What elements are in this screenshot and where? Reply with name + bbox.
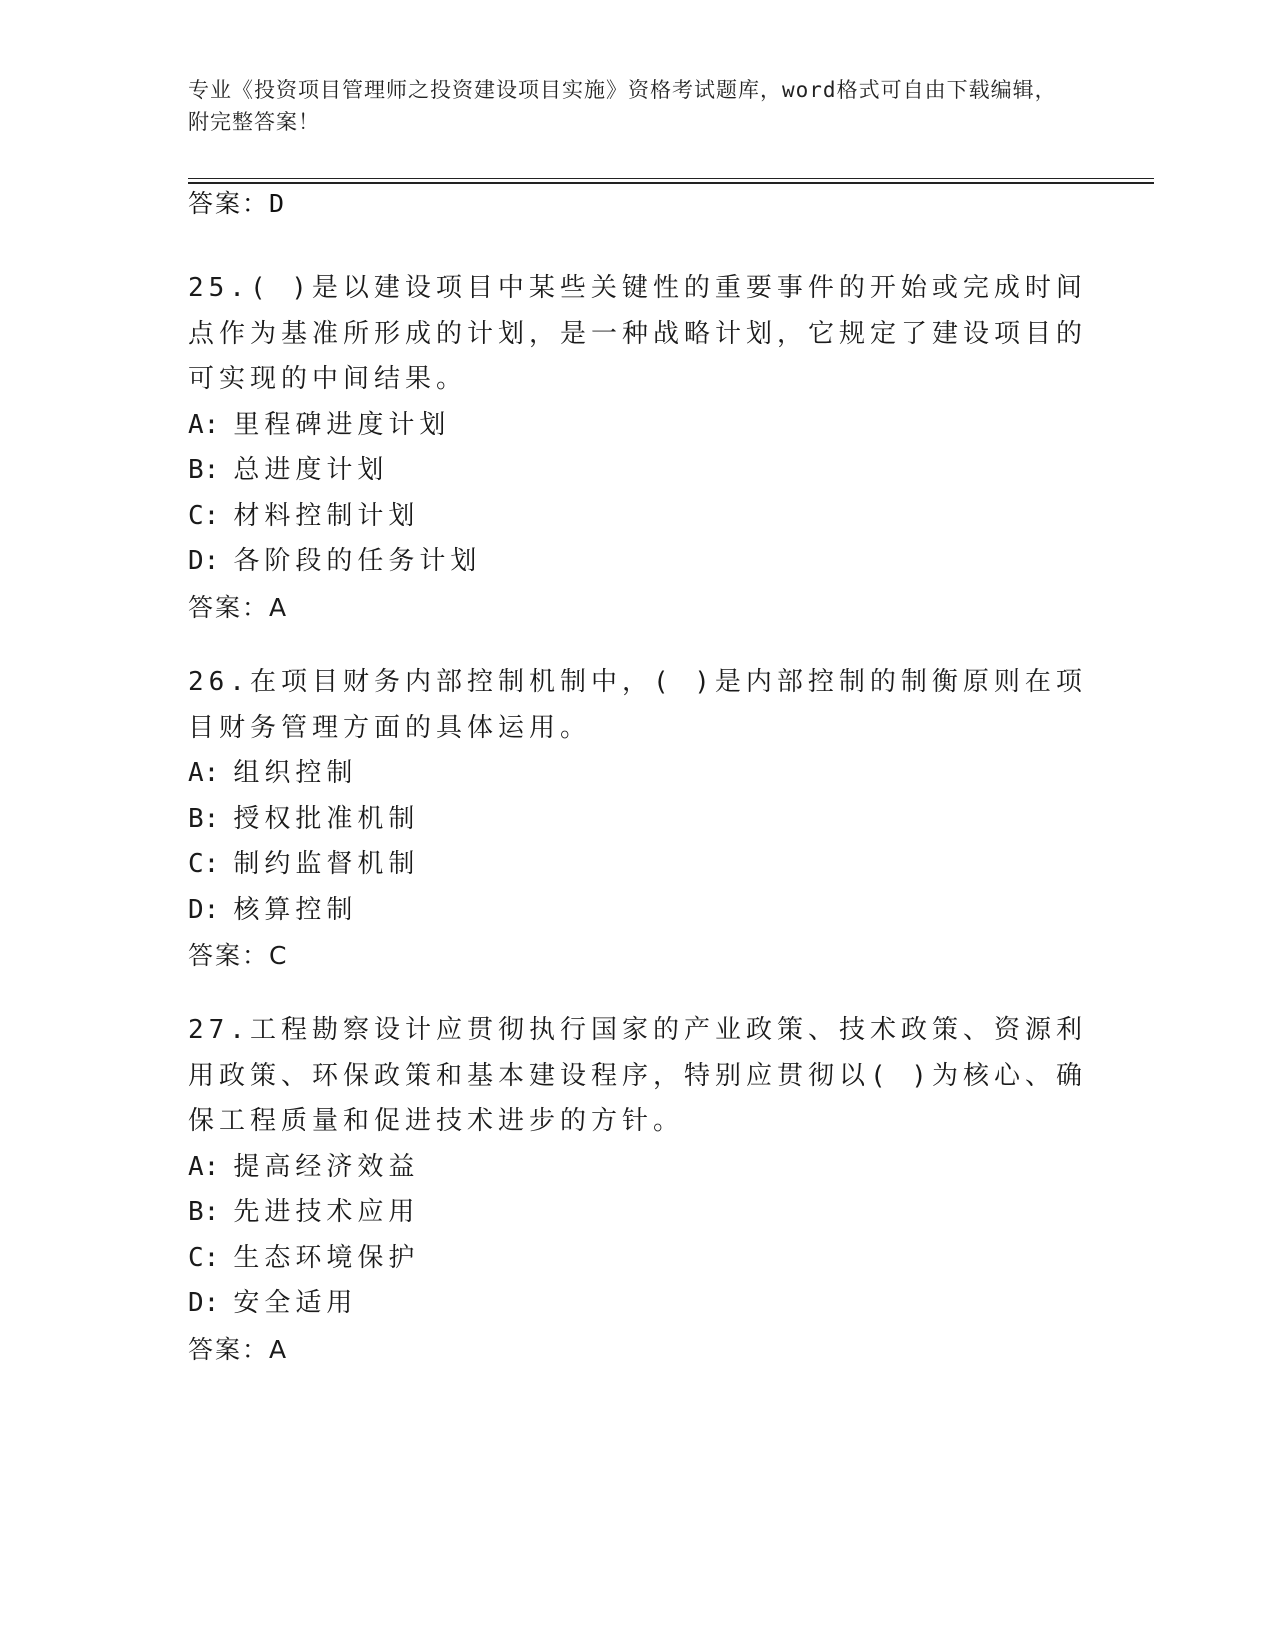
answer-value: A bbox=[269, 592, 289, 622]
option-a: A: 组织控制 bbox=[188, 758, 358, 788]
option-text: 组织控制 bbox=[233, 758, 358, 788]
option-text: 生态环境保护 bbox=[233, 1242, 420, 1273]
option-b: B: 授权批准机制 bbox=[188, 803, 420, 834]
question-stem: 27.工程勘察设计应贯彻执行国家的产业政策、技术政策、资源利用政策、环保政策和基本建设程序，特别应贯彻以( )为核心、确保工程质量和促进技术进步的方针。 bbox=[188, 1015, 1087, 1136]
option-text: 总进度计划 bbox=[233, 455, 389, 485]
option-d: D: 核算控制 bbox=[188, 894, 358, 925]
question-25 bbox=[188, 266, 1088, 630]
option-c: C: 制约监督机制 bbox=[188, 849, 420, 879]
option-text: 制约监督机制 bbox=[233, 849, 420, 879]
document-header bbox=[188, 74, 1068, 138]
option-c: C: 生态环境保护 bbox=[188, 1242, 420, 1273]
question-27 bbox=[188, 1008, 1088, 1372]
question-stem: 26.在项目财务内部控制机制中，( )是内部控制的制衡原则在项目财务管理方面的具体运用。 bbox=[188, 667, 1087, 743]
header-rule-thick bbox=[188, 182, 1154, 184]
option-c: C: 材料控制计划 bbox=[188, 500, 420, 531]
option-text: 提高经济效益 bbox=[233, 1151, 420, 1182]
question-answer: 答案：A bbox=[188, 592, 289, 622]
option-a: A: 里程碑进度计划 bbox=[188, 409, 451, 440]
answer-value: A bbox=[269, 1334, 289, 1364]
question-26 bbox=[188, 660, 1088, 979]
option-text: 各阶段的任务计划 bbox=[233, 546, 482, 576]
question-stem: 25.( )是以建设项目中某些关键性的重要事件的开始或完成时间点作为基准所形成的计划，是一种战略计划，它规定了建设项目的可实现的中间结果。 bbox=[188, 273, 1088, 394]
option-text: 里程碑进度计划 bbox=[233, 409, 451, 440]
option-d: D: 各阶段的任务计划 bbox=[188, 546, 482, 576]
question-answer: 答案：C bbox=[188, 941, 289, 970]
option-a: A: 提高经济效益 bbox=[188, 1151, 420, 1182]
option-text: 安全适用 bbox=[233, 1288, 358, 1318]
option-text: 材料控制计划 bbox=[233, 500, 420, 531]
option-b: B: 先进技术应用 bbox=[188, 1197, 420, 1227]
previous-answer bbox=[188, 186, 286, 222]
option-text: 授权批准机制 bbox=[233, 803, 420, 834]
answer-label: 答案： bbox=[188, 189, 270, 218]
option-d: D: 安全适用 bbox=[188, 1288, 358, 1318]
option-text: 先进技术应用 bbox=[233, 1197, 420, 1227]
option-b: B: 总进度计划 bbox=[188, 455, 389, 485]
header-text: 专业《投资项目管理师之投资建设项目实施》资格考试题库，word格式可自由下载编辑，附完整答案！ bbox=[188, 78, 1057, 134]
answer-value: C bbox=[269, 941, 289, 970]
option-text: 核算控制 bbox=[233, 894, 358, 925]
answer-value: D bbox=[269, 189, 287, 218]
header-rule-thin bbox=[188, 178, 1154, 179]
question-answer: 答案：A bbox=[188, 1334, 289, 1364]
